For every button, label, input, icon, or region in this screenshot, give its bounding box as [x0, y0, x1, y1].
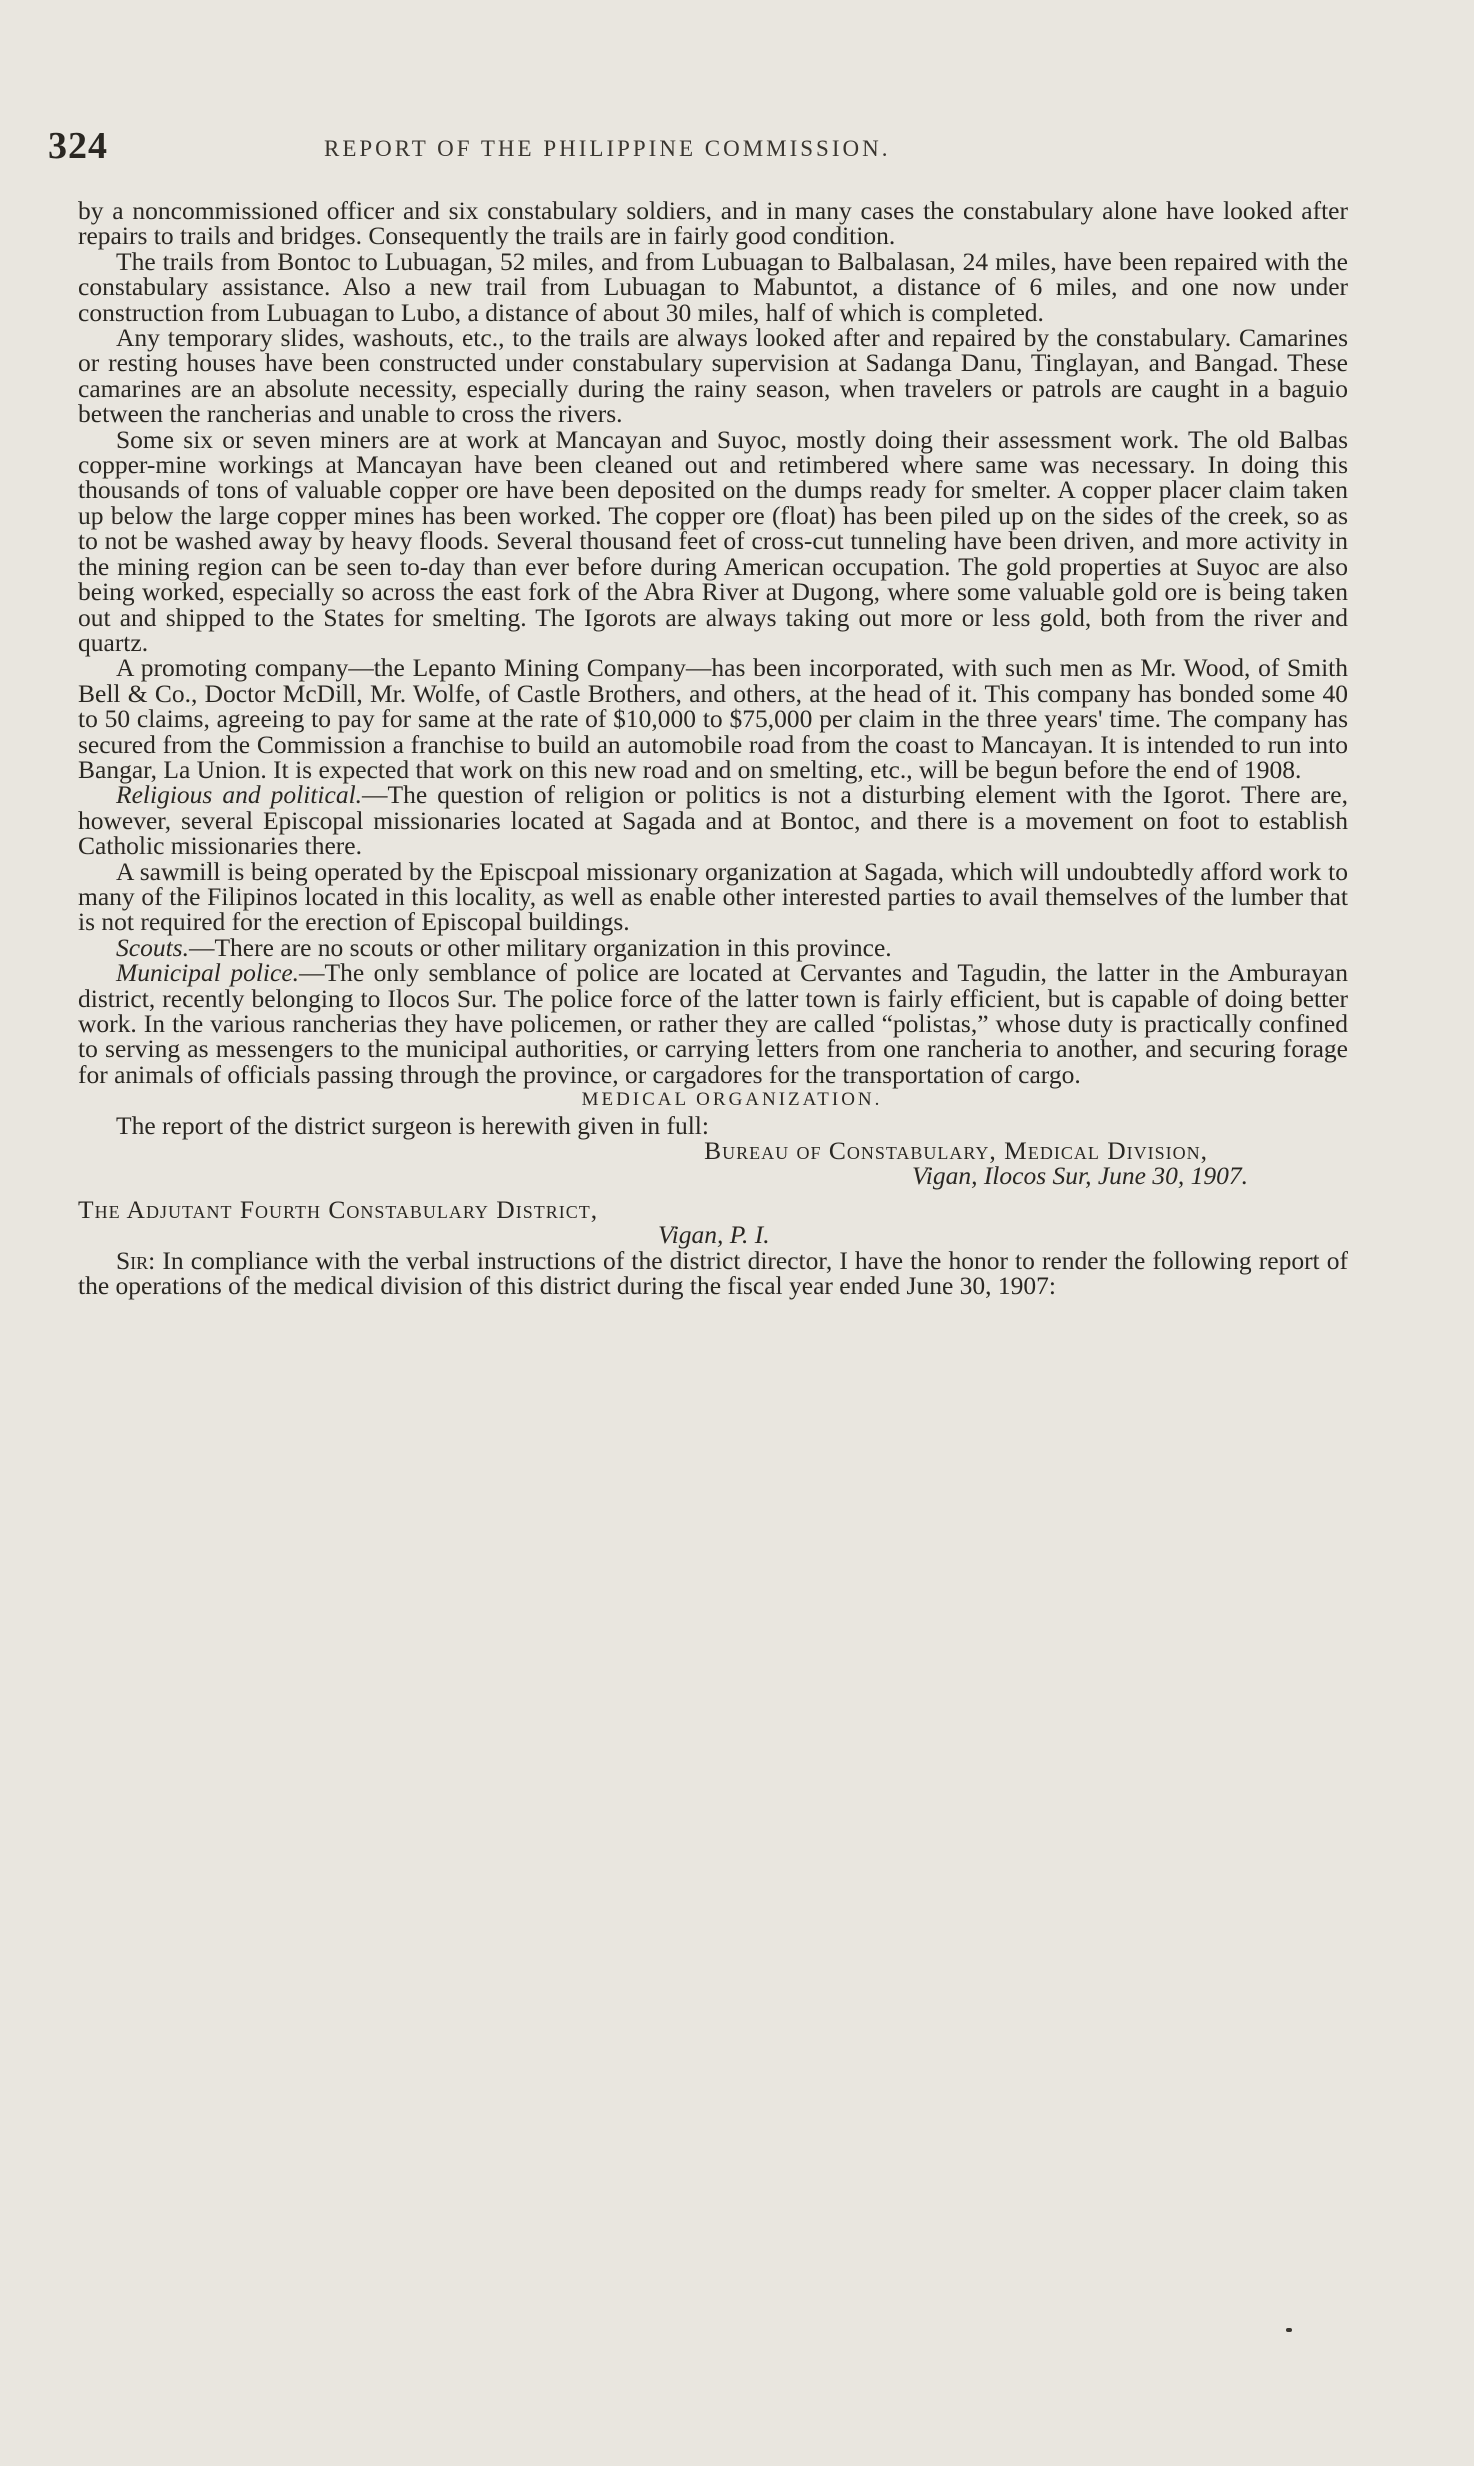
- municipal-police-text: —The only semblance of police are located at Cervantes and Tagudin, the latter in the Amburayan district, recently belonging to Ilocos Sur. The police force of the latter town is fairly efficient, but is capable of doing better work. In the various rancherias they have policemen, or rather they are called “polistas,” whose duty is practically confined to serving as messengers to the municipal authorities, or carrying letters from one rancheria to another, and securing forage for animals of officials passing through the province, or cargadores for the transportation of cargo.: [78, 958, 1348, 1089]
- paragraph-sawmill: A sawmill is being operated by the Episcpoal missionary organization at Sagada, which will undoubtedly afford work to many of the Filipinos located in this locality, as well as enable other interested parties to avail themselves of the lumber that is not required for the erection of Episcopal buildings.: [78, 856, 1348, 937]
- salutation-sir: Sir:: [116, 1245, 156, 1275]
- religious-political-heading: Religious and political.: [116, 780, 363, 810]
- paragraph-municipal-police: [78, 960, 1348, 1087]
- religious-political-text: —The question of religion or politics is not a disturbing element with the Igorot. There are, however, several Episcopal missionaries located at Sagada and at Bontoc, and there is a movement on foot to establish Catholic missionaries there.: [78, 780, 1348, 861]
- paragraph-lepanto-company: A promoting company—the Lepanto Mining Company—has been incorporated, with such men as Mr. Wood, of Smith Bell & Co., Doctor McDill, Mr. Wolfe, of Castle Brothers, and others, at the head of it. This company has bonded some 40 to 50 claims, agreeing to pay for same at the rate of $10,000 to $75,000 per claim in the three years' time. The company has secured from the Commission a franchise to build an automobile road from the coast to Mancayan. It is intended to run into Bangar, La Union. It is expected that work on this new road and on smelting, etc., will be begun before the end of 1908.: [78, 653, 1348, 784]
- page-number: 324: [48, 125, 108, 167]
- addressee-title: The Adjutant Fourth Constabulary District,: [78, 1194, 599, 1224]
- section-heading-medical: MEDICAL ORGANIZATION.: [581, 1089, 883, 1111]
- paragraph-mining: Some six or seven miners are at work at Mancayan and Suyoc, mostly doing their assessment work. The old Balbas copper-mine workings at Mancayan have been cleaned out and retimbered where same was necessary. In doing this thousands of tons of valuable copper ore have been deposited on the dumps ready for smelter. A copper placer claim taken up below the large copper mines has been worked. The copper ore (float) has been piled up on the sides of the creek, so as to not be washed away by heavy floods. Several thousand feet of cross-cut tunneling have been driven, and more activity in the mining region can be seen to-day than ever before during American occupation. The gold properties at Suyoc are also being worked, especially so across the east fork of the Abra River at Dugong, where some valuable gold ore is being taken out and shipped to the States for smelting. The Igorots are always taking out more or less gold, both from the river and quartz.: [78, 424, 1348, 657]
- paragraph-religious-political: [78, 780, 1348, 861]
- letterhead: [78, 1138, 1348, 1189]
- scouts-heading: Scouts.: [116, 932, 189, 962]
- medical-intro: The report of the district surgeon is herewith given in full:: [116, 1110, 709, 1140]
- running-head: REPORT OF THE PHILIPPINE COMMISSION.: [324, 136, 891, 161]
- municipal-police-heading: Municipal police.: [116, 958, 300, 988]
- letterhead-place-date: Vigan, Ilocos Sur, June 30, 1907.: [912, 1161, 1248, 1191]
- letterhead-bureau: Bureau of Constabulary, Medical Division,: [704, 1136, 1208, 1166]
- page-header: [48, 124, 1118, 172]
- addressee-place: Vigan, P. I.: [658, 1220, 770, 1250]
- scouts-text: —There are no scouts or other military organization in this province.: [188, 932, 892, 962]
- paragraph-camarines: Any temporary slides, washouts, etc., to the trails are always looked after and repaired by the constabulary. Camarines or resting houses have been constructed under constabulary supervision at Sadanga Danu, Tinglayan, and Bangad. These camarines are an absolute necessity, especially during the rainy season, when travelers or patrols are caught in a baguio between the rancherias and unable to cross the rivers.: [78, 323, 1348, 429]
- addressee: [78, 1194, 1348, 1250]
- paragraph-trails-repaired: The trails from Bontoc to Lubuagan, 52 miles, and from Lubuagan to Balbalasan, 24 miles, have been repaired with the constabulary assistance. Also a new trail from Lubuagan to Mabuntot, a distance of 6 miles, and one now under construction from Lubuagan to Lubo, a distance of about 30 miles, half of which is completed.: [78, 246, 1348, 327]
- salutation-text: In compliance with the verbal instructions of the district director, I have the honor to render the following report of the operations of the medical division of this district during the fiscal year ended June 30, 1907:: [78, 1245, 1348, 1301]
- paragraph-trails-continued: by a noncommissioned officer and six constabulary soldiers, and in many cases the constabulary alone have looked after repairs to trails and bridges. Consequently the trails are in fairly good condition.: [78, 196, 1348, 251]
- paragraph-scouts: [78, 932, 1348, 962]
- print-speck: [1286, 2328, 1292, 2332]
- letter-salutation-paragraph: [78, 1245, 1348, 1301]
- body-text: [78, 196, 1348, 1301]
